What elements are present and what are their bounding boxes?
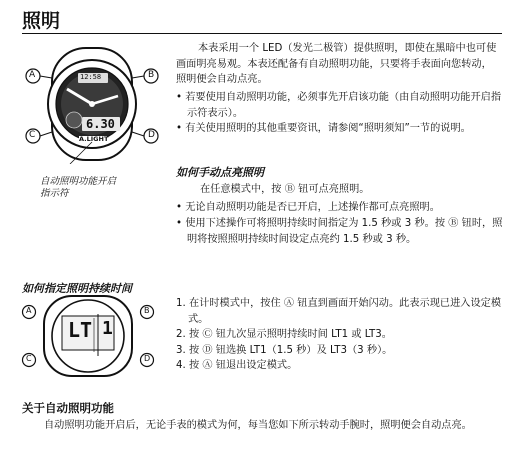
button-c-label: C — [26, 354, 32, 363]
intro-paragraph: 本表采用一个 LED（发光二极管）提供照明，即使在黑暗中也可使画面明亮易观。本表还配备有自动照明功能，只要将手表面向您转动，照明便会自动点亮。 — [176, 43, 497, 85]
lcd-setting-digit: 1 — [102, 318, 113, 339]
button-c-label: C — [29, 130, 36, 140]
digital-main-readout: 6.30 — [86, 117, 115, 131]
caption-line-2: 指示符 — [40, 188, 69, 199]
auto-heading: 关于自动照明功能 — [22, 401, 114, 415]
step-2: 2. 按 Ⓒ 钮九次显示照明持续时间 LT1 或 LT3。 — [176, 329, 392, 340]
duration-heading: 如何指定照明持续时间 — [22, 282, 132, 295]
button-b-label: B — [144, 306, 150, 315]
step-1: 1. 在计时模式中，按住 Ⓐ 钮直到画面开始闪动。此表示现已进入设定模式。 — [176, 298, 502, 325]
button-d-label: D — [148, 130, 155, 140]
manual-line: 在任意模式中，按 Ⓑ 钮可点亮照明。 — [200, 184, 370, 195]
watch-setting-illustration — [18, 294, 158, 378]
button-a-label: A — [26, 306, 32, 315]
digital-small-readout: 12:58 — [80, 73, 102, 81]
step-3: 3. 按 Ⓓ 钮选换 LT1（1.5 秒）及 LT3（3 秒）。 — [176, 344, 393, 356]
manual-bullet-2: • 使用下述操作可将照明持续时间指定为 1.5 秒或 3 秒。按 Ⓑ 钮时，照明将按照照明持续时间设定点亮约 1.5 秒或 3 秒。 — [176, 218, 503, 245]
page-title: 照明 — [22, 10, 61, 32]
button-b-label: B — [148, 70, 155, 80]
lcd-setting-text: LT — [68, 318, 93, 342]
manual-heading: 如何手动点亮照明 — [176, 166, 264, 179]
title-divider — [22, 33, 502, 34]
auto-light-caption — [40, 176, 116, 200]
button-d-label: D — [144, 354, 151, 363]
watch-illustration — [22, 44, 162, 164]
intro-bullet-1: • 若要使用自动照明功能，必须事先开启该功能（由自动照明功能开启指示符表示）。 — [176, 92, 502, 119]
intro-bullet-2: • 有关使用照明的其他重要资讯，请参阅“照明须知”一节的说明。 — [176, 123, 471, 134]
step-4: 4. 按 Ⓐ 钮退出设定模式。 — [176, 360, 298, 371]
watch-face-icon — [22, 44, 162, 164]
setup-steps — [176, 296, 502, 374]
caption-line-1: 自动照明功能开启 — [40, 176, 117, 187]
button-a-label: A — [29, 70, 36, 80]
manual-bullet-1: • 无论自动照明功能是否已开启，上述操作都可点亮照明。 — [176, 202, 440, 213]
auto-paragraph: 自动照明功能开启后，无论手表的模式为何，每当您如下所示转动手腕时，照明便会自动点亮。 — [44, 420, 472, 431]
auto-light-indicator: A.LIGHT — [79, 135, 109, 143]
